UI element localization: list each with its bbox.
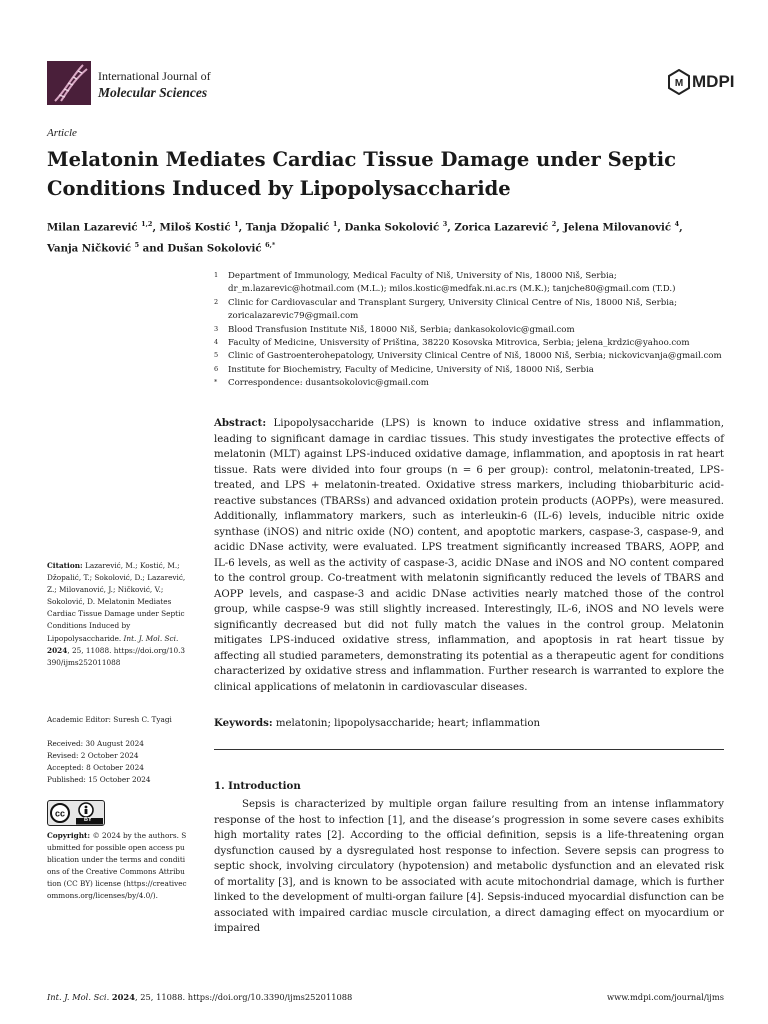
author-name: Danka Sokolović <box>344 221 443 234</box>
keywords <box>214 716 724 732</box>
affiliation-item <box>214 270 734 297</box>
affiliation-item <box>214 337 734 350</box>
citation-block <box>47 560 187 669</box>
revised-date: Revised: 2 October 2024 <box>47 751 139 761</box>
dna-helix-icon <box>47 61 91 105</box>
journal-name-line1: International Journal of <box>98 69 211 83</box>
creative-commons-icon <box>48 801 104 825</box>
academic-editor: Academic Editor: Suresh C. Tyagi <box>47 715 172 724</box>
citation-text: Lazarević, M.; Kostić, M.; Džopalić, T.; Sokolović, D.; Lazarević, Z.; Milovanović, J.; Ničković, V.; Sokolović, D. Melatonin Mediates Cardiac Tissue Damage under Septic Conditions Induced by Lipopolysaccharide. <box>47 561 186 643</box>
author-name: Jelena Milovanović <box>563 221 675 234</box>
affiliation-number: 1 <box>214 271 219 279</box>
section-divider <box>214 749 724 750</box>
affiliation-text: Clinic of Gastroenterohepatology, University Clinical Centre of Niš, 18000 Niš, Serbia; nickovicvanja@gmail.com <box>228 351 722 362</box>
footer-website-link[interactable]: www.mdpi.com/journal/ijms <box>606 992 724 1002</box>
affiliation-number: 6 <box>214 364 219 373</box>
mdpi-logo <box>668 69 735 95</box>
author-name: Milan Lazarević <box>47 221 142 234</box>
affiliation-item <box>214 297 734 324</box>
affiliation-text: Correspondence: dusantsokolovic@gmail.com <box>228 378 429 389</box>
citation-volume: , 25, 11088. <box>67 645 112 655</box>
mdpi-hexagon-icon <box>668 69 690 95</box>
abstract-text: Lipopolysaccharide (LPS) is known to induce oxidative stress and inflammation, leading to significant damage in cardiac tissues. This study investigates the protective effects of melatonin (MLT) against LPS-induced oxidative damage, inflammation, and apoptosis in rat heart tissue. Rats were divided into four groups (n = 6 per group): control, melatonin-treated, LPS-treated, and LPS + melatonin-treated. Oxidative stress markers, including thiobarbituric acid-reactive substances (TBARSs) and advanced oxidation protein products (AOPPs), were measured. Additionally, inflammatory markers, such as interleukin-6 (IL-6) levels, inducible nitric oxide synthase (iNOS) and nitric oxide (NO) content, and apoptotic markers, caspase-3, caspase-9, and acidic DNase activity, were evaluated. LPS treatment significantly increased TBARS, AOPP, and IL-6 levels, as well as the activity of caspase-3, acidic DNase and iNOS and NO content compared to the control group. Co-treatment with melatonin significantly reduced the levels of TBARS and AOPP levels, and caspase-3 and acidic DNase activities nearly matched those of the control group, while caspse-9 was still slightly increased. Interestingly, IL-6, iNOS and NO levels were significantly decreased but did not fully match the values in the control group. Melatonin mitigates LPS-induced oxidative stress, inflammation, and apoptosis in rat heart tissue by affecting all studied parameters, demonstrating its potential as a therapeutic agent for conditions characterized by oxidative stress and inflammation. Further research is warranted to explore the clinical applications of melatonin in cardiovascular diseases. <box>214 418 724 693</box>
copyright-label: Copyright: <box>47 831 91 840</box>
history-dates <box>47 738 187 786</box>
svg-text:cc: cc <box>54 808 66 819</box>
author-affiliation-marker: 6,* <box>265 241 276 250</box>
article-title: Melatonin Mediates Cardiac Tissue Damage under Septic Conditions Induced by Lipopolysaccharide <box>47 148 676 200</box>
author-affiliation-marker: 3 <box>442 220 448 228</box>
footer-journal: Int. J. Mol. Sci. <box>47 992 110 1002</box>
author-name: Dušan Sokolović <box>167 242 266 255</box>
affiliation-text: Clinic for Cardiovascular and Transplant Surgery, University Clinical Centre of Nis, 18000 Niš, Serbia; zoricalazarevic79@gmail.com <box>228 297 677 322</box>
affiliation-number: 4 <box>214 338 219 347</box>
author-affiliation-marker: 4 <box>674 220 680 228</box>
author-name: Vanja Ničković <box>47 242 135 255</box>
accepted-date: Accepted: 8 October 2024 <box>47 763 144 773</box>
author-name: Tanja Džopalić <box>245 221 333 234</box>
copyright-block <box>47 830 187 903</box>
affiliation-text: Faculty of Medicine, Unisversity of Priština, 38220 Kosovska Mitrovica, Serbia; jelena_krdzic@yahoo.com <box>228 338 690 349</box>
mdpi-logo-text: MDPI <box>692 72 735 91</box>
citation-doi-link[interactable]: https://doi.org/10.3390/ijms252011088 <box>47 645 186 667</box>
author-affiliation-marker: 5 <box>134 241 140 250</box>
abstract <box>214 416 724 695</box>
affiliation-text: Department of Immunology, Medical Faculty of Niš, University of Nis, 18000 Niš, Serbia; dr_m.lazarevic@hotmail.com (M.L.); milos.kostic@medfak.ni.ac.rs (M.K.); tanjche80@gmail.com (T.D.) <box>228 271 676 295</box>
affiliation-text: Institute for Biochemistry, Faculty of Medicine, University of Niš, 18000 Niš, Serbia <box>228 364 594 375</box>
cc-by-license-badge[interactable] <box>47 800 105 826</box>
journal-logo <box>47 61 91 105</box>
copyright-text: © 2024 by the authors. Submitted for possible open access publication under the terms and conditions of the Creative Commons Attribution (CC BY) license (https://creativecommons.org/licenses/by/4.0/). <box>47 831 187 901</box>
author-affiliation-marker: 2 <box>551 220 557 228</box>
affiliation-item <box>214 377 734 390</box>
affiliations <box>214 270 734 391</box>
affiliation-item <box>214 350 734 363</box>
section-heading-introduction: 1. Introduction <box>214 780 301 792</box>
author-affiliation-marker: 1,2 <box>141 220 153 228</box>
citation-year: 2024 <box>47 645 68 655</box>
affiliation-item <box>214 364 734 377</box>
affiliation-number: 3 <box>214 324 219 333</box>
received-date: Received: 30 August 2024 <box>47 739 144 748</box>
author-affiliation-marker: 1 <box>332 220 338 228</box>
footer-year: 2024 <box>111 992 135 1002</box>
affiliation-number: 5 <box>214 351 219 360</box>
footer-doi[interactable]: , 25, 11088. https://doi.org/10.3390/ijms252011088 <box>134 992 353 1002</box>
footer-citation <box>47 992 352 1002</box>
author-name: Zorica Lazarević <box>454 221 552 234</box>
svg-text:M: M <box>674 78 684 89</box>
journal-name-line2: Molecular Sciences <box>98 85 208 100</box>
introduction-paragraph: Sepsis is characterized by multiple organ failure resulting from an intense inflammatory response of the host to infection [1], and the disease’s progression in some severe cases exhibits high mortality rates [2]. According to the official definition, sepsis is a life-threatening organ dysfunction caused by a dysregulated host response to infection. Severe sepsis can progress to septic shock, involving circulatory (hypotension) and metabolic dysfunction and an elevated risk of mortality [3], and is known to be associated with acute mitochondrial damage, which is further linked to the development of multi-organ failure [4]. Sepsis-induced myocardial disfunction can be associated with impaired cardiac muscle circulation, a direct damaging effect on myocardium or impaired <box>214 799 724 934</box>
article-type: Article <box>47 127 77 139</box>
affiliation-number: * <box>214 378 218 387</box>
cc-by-label: BY <box>84 817 92 823</box>
abstract-label: Abstract: <box>214 417 267 429</box>
affiliation-text: Blood Transfusion Institute Niš, 18000 Niš, Serbia; dankasokolovic@gmail.com <box>228 324 575 335</box>
author-list: Milan Lazarević $^{1,2}$, Miloš Kostić $^1$, Tanja Džopalić $^1$, Danka Sokolović $^3$, Zorica Lazarević $^2$, Jelena Milovanović $^4$, Vanja Ničković $^5$ and Dušan Sokolović $^{6,*}$ <box>47 220 683 255</box>
author-affiliation-marker: 1 <box>234 220 239 228</box>
keywords-label: Keywords: <box>214 717 273 729</box>
author-name: Miloš Kostić <box>159 221 235 234</box>
affiliation-item <box>214 324 734 337</box>
keywords-text: melatonin; lipopolysaccharide; heart; inflammation <box>275 718 541 729</box>
published-date: Published: 15 October 2024 <box>47 775 151 785</box>
citation-journal: Int. J. Mol. Sci. <box>123 633 179 643</box>
citation-label: Citation: <box>47 561 83 570</box>
affiliation-number: 2 <box>214 297 219 306</box>
